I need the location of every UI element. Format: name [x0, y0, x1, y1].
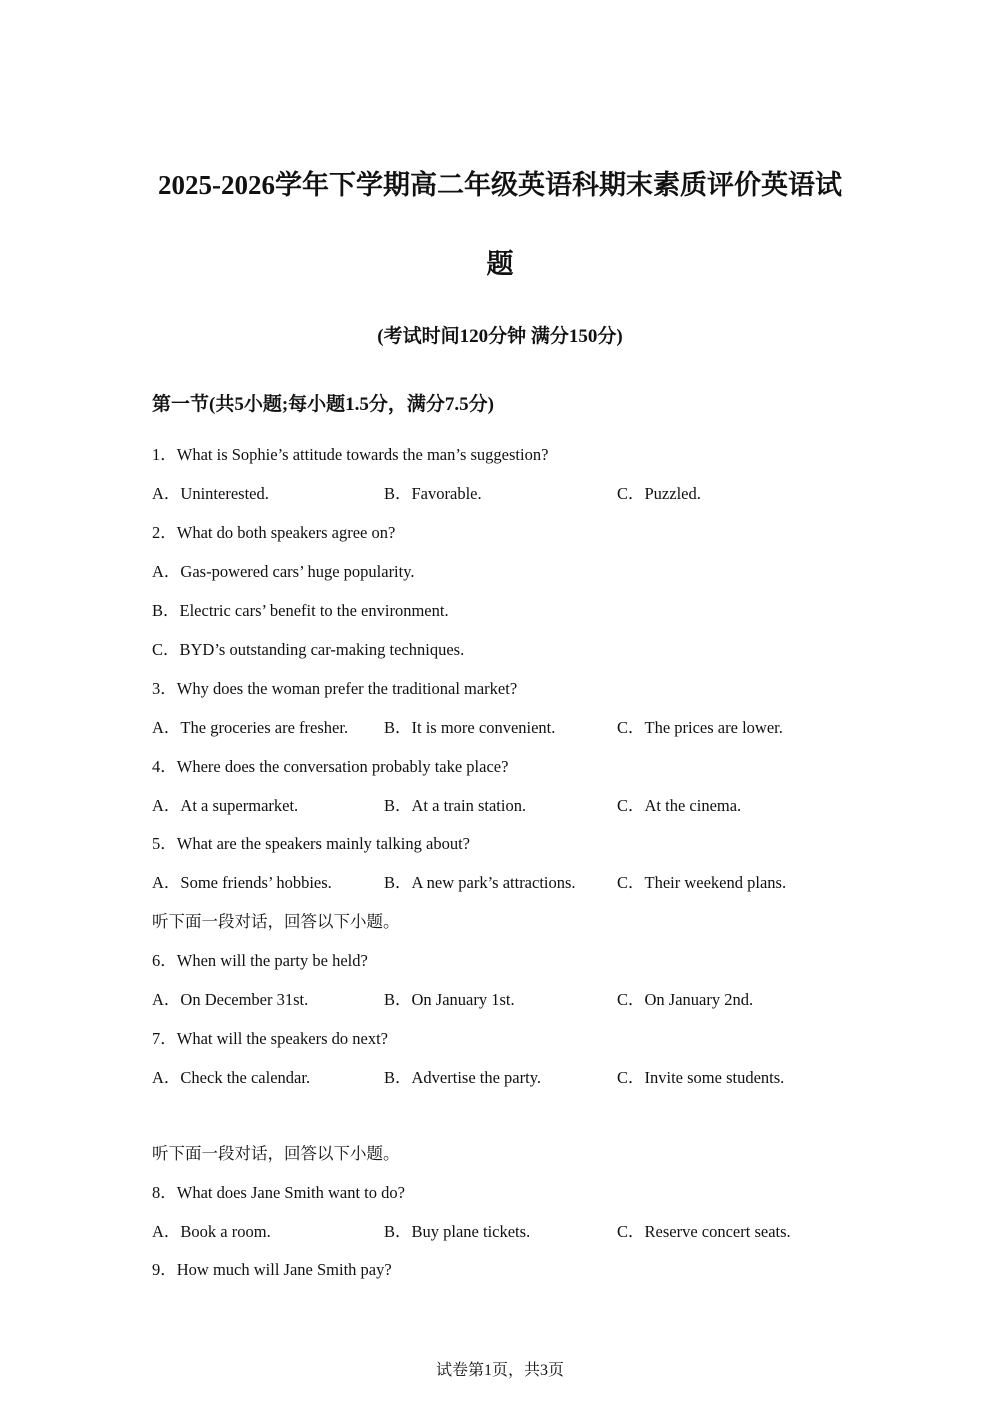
question-2-stem: 2．What do both speakers agree on?	[152, 523, 396, 542]
section-heading: 第一节(共5小题;每小题1.5分，满分7.5分)	[152, 394, 494, 415]
question-2-option-b: B．Electric cars’ benefit to the environment.	[152, 601, 449, 620]
question-6-option-b: B．On January 1st.	[384, 990, 515, 1009]
question-7-option-b: B．Advertise the party.	[384, 1068, 542, 1087]
question-3-stem: 3．Why does the woman prefer the traditional market?	[152, 679, 518, 698]
question-1-option-b: B．Favorable.	[384, 484, 482, 503]
question-8-option-c: C．Reserve concert seats.	[617, 1222, 791, 1241]
question-4-option-a: A．At a supermarket.	[152, 796, 299, 815]
question-6-option-c: C．On January 2nd.	[617, 990, 754, 1009]
question-5-option-c: C．Their weekend plans.	[617, 873, 787, 892]
question-1-option-a: A．Uninterested.	[152, 484, 269, 503]
question-2-option-a: A．Gas-powered cars’ huge popularity.	[152, 562, 415, 581]
listening-instruction: 听下面一段对话，回答以下小题。	[152, 912, 400, 931]
listening-instruction: 听下面一段对话，回答以下小题。	[152, 1144, 400, 1163]
question-1-option-c: C．Puzzled.	[617, 484, 701, 503]
question-8-stem: 8．What does Jane Smith want to do?	[152, 1183, 405, 1202]
question-5-stem: 5．What are the speakers mainly talking about?	[152, 834, 470, 853]
question-3-option-b: B．It is more convenient.	[384, 718, 556, 737]
question-4-option-b: B．At a train station.	[384, 796, 527, 815]
question-7-option-c: C．Invite some students.	[617, 1068, 785, 1087]
question-7-stem: 7．What will the speakers do next?	[152, 1029, 388, 1048]
question-1-stem: 1．What is Sophie’s attitude towards the man’s suggestion?	[152, 445, 549, 464]
question-3-option-a: A．The groceries are fresher.	[152, 718, 349, 737]
exam-title-line1: 2025-2026学年下学期高二年级英语科期末素质评价英语试	[158, 170, 842, 200]
question-6-stem: 6．When will the party be held?	[152, 951, 368, 970]
question-8-option-a: A．Book a room.	[152, 1222, 271, 1241]
question-6-option-a: A．On December 31st.	[152, 990, 309, 1009]
question-3-option-c: C．The prices are lower.	[617, 718, 783, 737]
question-9-stem: 9．How much will Jane Smith pay?	[152, 1260, 392, 1279]
question-7-option-a: A．Check the calendar.	[152, 1068, 311, 1087]
page-footer: 试卷第1页，共3页	[435, 1362, 564, 1379]
question-8-option-b: B．Buy plane tickets.	[384, 1222, 531, 1241]
question-4-option-c: C．At the cinema.	[617, 796, 742, 815]
question-2-option-c: C．BYD’s outstanding car-making techniques.	[152, 640, 465, 659]
exam-subtitle: (考试时间120分钟 满分150分)	[377, 326, 623, 347]
question-5-option-b: B．A new park’s attractions.	[384, 873, 576, 892]
exam-title-line2: 题	[486, 249, 514, 279]
question-4-stem: 4．Where does the conversation probably take place?	[152, 757, 509, 776]
question-5-option-a: A．Some friends’ hobbies.	[152, 873, 332, 892]
